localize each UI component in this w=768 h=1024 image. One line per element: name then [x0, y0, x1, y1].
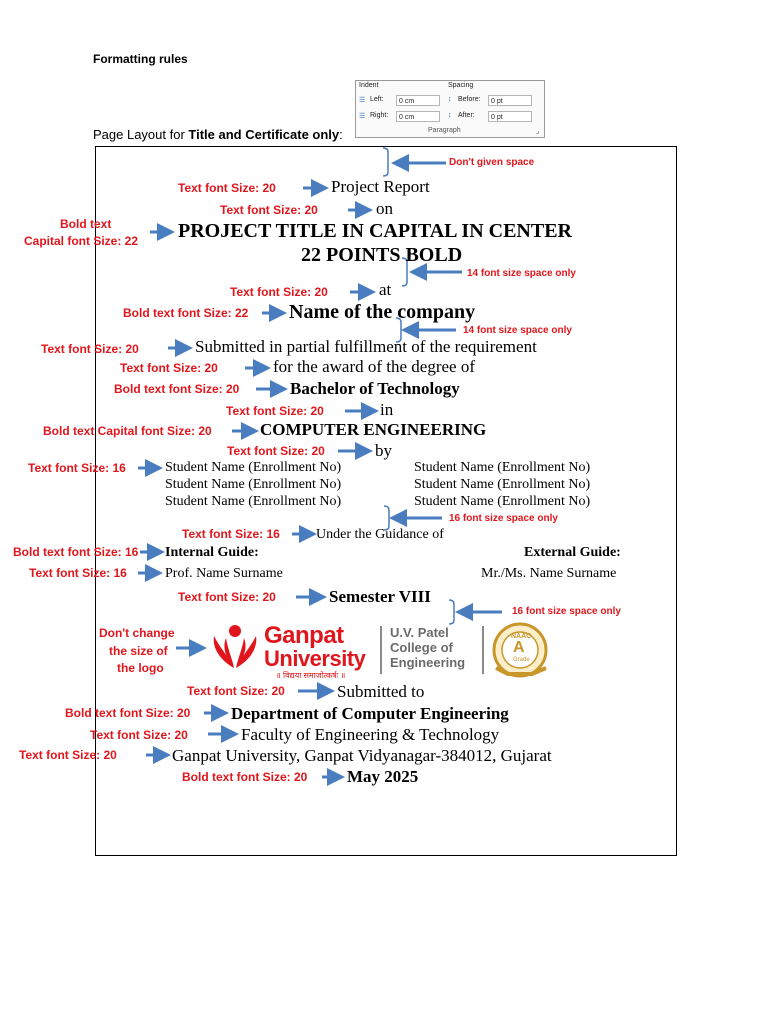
logo-motto: ॥ विद्यया समाजोत्कर्षः ॥: [276, 671, 346, 680]
doc-student-4: Student Name (Enrollment No): [414, 460, 591, 475]
annotation-submitted-partial: Text font Size: 20: [41, 342, 139, 356]
spacing-before-icon: ↕: [448, 96, 452, 103]
annotation-internal-guide: Bold text font Size: 16: [13, 545, 139, 559]
logo-university-text: University: [264, 646, 366, 671]
annotation-in: Text font Size: 20: [226, 404, 324, 418]
annotation-logo-3: the logo: [117, 661, 164, 675]
logo-uvp-line2: College of: [390, 640, 453, 655]
page-layout-bold: Title and Certificate only: [188, 127, 340, 142]
doc-title-line1: PROJECT TITLE IN CAPITAL IN CENTER: [178, 220, 572, 242]
doc-external-guide-name: Mr./Ms. Name Surname: [481, 566, 617, 581]
doc-student-1: Student Name (Enrollment No): [165, 460, 342, 475]
annotation-department: Bold text font Size: 20: [65, 706, 191, 720]
doc-at: at: [379, 280, 392, 299]
paragraph-footer: Paragraph: [428, 127, 461, 134]
indent-label: Indent: [359, 82, 379, 89]
annotation-project-report: Text font Size: 20: [178, 181, 276, 195]
doc-title-line2: 22 POINTS BOLD: [301, 244, 463, 266]
annotation-faculty: Text font Size: 20: [90, 728, 188, 742]
naac-grade: A: [513, 639, 525, 656]
page-layout-suffix: :: [339, 127, 343, 142]
doc-date: May 2025: [347, 767, 419, 786]
doc-branch: COMPUTER ENGINEERING: [260, 420, 487, 439]
logo-ganpat-text: Ganpat: [264, 622, 344, 649]
annotation-company: Bold text font Size: 22: [123, 306, 249, 320]
doc-university-address: Ganpat University, Ganpat Vidyanagar-384012, Gujarat: [172, 746, 552, 765]
page-layout-prefix: Page Layout for: [93, 127, 189, 142]
doc-internal-guide-name: Prof. Name Surname: [165, 566, 283, 581]
doc-company: Name of the company: [289, 301, 476, 323]
dialog-launcher-icon[interactable]: ⌟: [536, 128, 540, 135]
doc-student-6: Student Name (Enrollment No): [414, 494, 591, 509]
left-indent-input[interactable]: 0 cm: [396, 95, 440, 106]
right-label: Right:: [370, 112, 389, 119]
annotation-logo-2: the size of: [109, 644, 168, 658]
annotation-space16-b: 16 font size space only: [512, 606, 621, 617]
annotation-at: Text font Size: 20: [230, 285, 328, 299]
annotation-semester: Text font Size: 20: [178, 590, 276, 604]
spacing-after-icon: ↕: [448, 112, 452, 119]
logo-divider-2: [482, 626, 484, 674]
annotation-students: Text font Size: 16: [28, 461, 126, 475]
doc-in: in: [380, 400, 394, 419]
naac-grade-sub: Grade: [513, 657, 530, 663]
naac-label: NAAC: [511, 633, 532, 640]
right-indent-input[interactable]: 0 cm: [396, 111, 440, 122]
annotation-on: Text font Size: 20: [220, 203, 318, 217]
doc-faculty: Faculty of Engineering & Technology: [241, 725, 500, 744]
doc-external-guide-label: External Guide:: [524, 545, 621, 560]
left-label: Left:: [370, 96, 384, 103]
annotation-space16-a: 16 font size space only: [449, 513, 558, 524]
annotation-award: Text font Size: 20: [120, 361, 218, 375]
doc-student-5: Student Name (Enrollment No): [414, 477, 591, 492]
doc-guidance: Under the Guidance of: [316, 527, 444, 542]
formatting-rules-heading: Formatting rules: [93, 52, 188, 66]
doc-award: for the award of the degree of: [273, 357, 476, 376]
annotation-logo-1: Don't change: [99, 626, 175, 640]
doc-submitted-partial: Submitted in partial fulfillment of the requirement: [195, 337, 537, 356]
doc-internal-guide-label: Internal Guide:: [165, 545, 259, 560]
doc-on: on: [376, 199, 393, 218]
annotation-bachelor: Bold text font Size: 20: [114, 382, 240, 396]
annotation-guidance: Text font Size: 16: [182, 527, 280, 541]
annotation-prof: Text font Size: 16: [29, 566, 127, 580]
annotation-submitted-to: Text font Size: 20: [187, 684, 285, 698]
spacing-label: Spacing: [448, 82, 474, 89]
logo-divider: [380, 626, 382, 674]
doc-student-2: Student Name (Enrollment No): [165, 477, 342, 492]
doc-student-3: Student Name (Enrollment No): [165, 494, 342, 509]
annotation-space14-b: 14 font size space only: [463, 325, 572, 336]
doc-department: Department of Computer Engineering: [231, 704, 509, 723]
annotation-by: Text font Size: 20: [227, 444, 325, 458]
after-spacing-input[interactable]: 0 pt: [488, 111, 532, 122]
doc-project-report: Project Report: [331, 177, 430, 196]
logo-uvp-line3: Engineering: [390, 655, 466, 670]
annotation-computer: Bold text Capital font Size: 20: [43, 424, 212, 438]
before-label: Before:: [458, 96, 481, 103]
annotation-space14-a: 14 font size space only: [467, 268, 576, 279]
doc-degree: Bachelor of Technology: [290, 379, 460, 398]
annotation-bold-text: Bold text: [60, 217, 112, 231]
doc-by: by: [375, 441, 392, 460]
annotation-dont-space: Don't given space: [449, 157, 535, 168]
annotation-date: Bold text font Size: 20: [182, 770, 308, 784]
doc-submitted-to: Submitted to: [337, 682, 425, 701]
brace-dont-space: [383, 148, 388, 176]
ganpat-flame-icon: [210, 624, 260, 670]
annotation-university: Text font Size: 20: [19, 748, 117, 762]
indent-right-icon: ☰: [359, 113, 366, 120]
annotation-capital-22: Capital font Size: 22: [24, 234, 139, 248]
university-logo: [210, 622, 562, 682]
after-label: After:: [458, 112, 475, 119]
logo-uvp-line1: U.V. Patel: [390, 625, 449, 640]
before-spacing-input[interactable]: 0 pt: [488, 95, 532, 106]
doc-semester: Semester VIII: [329, 587, 431, 606]
indent-left-icon: ☰: [359, 97, 366, 104]
brace-space16-b: [449, 600, 454, 624]
